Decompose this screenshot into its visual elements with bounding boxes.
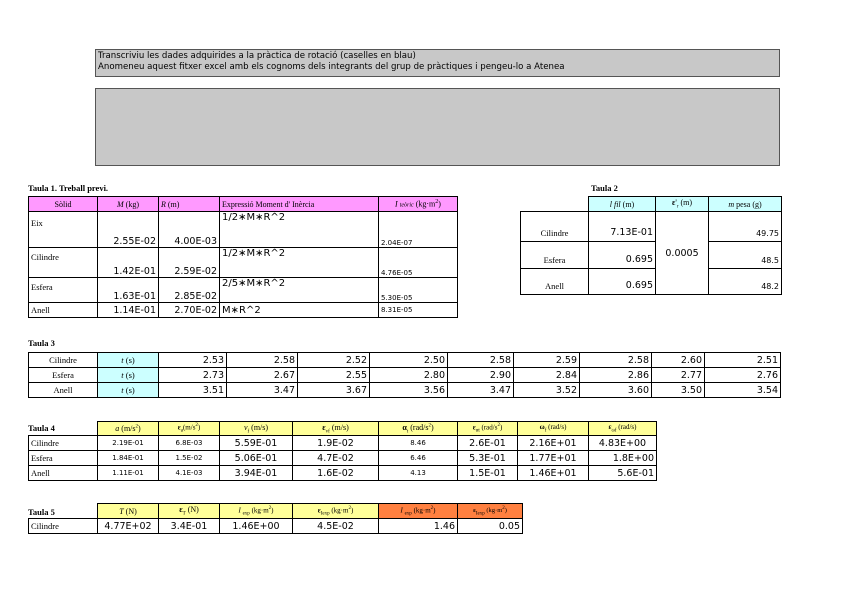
taula3 — [28, 352, 781, 398]
taula5-cell: 4.77E+02 — [98, 519, 159, 534]
table-row — [29, 466, 657, 481]
taula4-header: $\varepsilon_a(m/s^2)$ — [159, 422, 220, 436]
taula4-header: $\varepsilon_{vf}$ (m/s) — [293, 422, 379, 436]
taula2 — [520, 196, 782, 295]
taula3-solid: Esfera — [29, 368, 98, 383]
taula5-title: Taula 5 — [28, 507, 55, 517]
taula1-r[interactable]: 2.85E-02 — [159, 278, 220, 303]
taula1-solid: Esfera — [29, 278, 98, 303]
taula5-header: I $_{exp}$ $(kg\cdot m^2)$ — [379, 504, 458, 519]
table-row — [29, 436, 657, 451]
taula3-cell[interactable]: 2.86 — [580, 368, 652, 383]
instructions-box — [95, 49, 780, 77]
taula2-solid: Cilindre — [521, 212, 589, 242]
taula4-cell: 1.5E-02 — [159, 451, 220, 466]
taula4 — [28, 421, 657, 481]
taula5-header: $\varepsilon_{Iexp}$ $(kg\cdot m^2)$ — [458, 504, 523, 519]
taula3-cell[interactable]: 2.60 — [652, 353, 705, 368]
table-row — [29, 303, 458, 318]
table-row — [521, 242, 782, 269]
taula3-title: Taula 3 — [28, 338, 55, 348]
taula3-cell[interactable]: 2.76 — [705, 368, 781, 383]
taula3-cell[interactable]: 2.51 — [705, 353, 781, 368]
taula4-cell: 5.06E-01 — [220, 451, 293, 466]
taula3-solid: Cilindre — [29, 353, 98, 368]
taula1-m[interactable]: 2.55E-02 — [98, 212, 159, 248]
table-row — [29, 368, 781, 383]
taula3-cell[interactable]: 3.47 — [227, 383, 298, 398]
taula4-header: $\varepsilon_{\alpha t}$ $(rad/s^2)$ — [458, 422, 518, 436]
taula4-header: a $(m/s^2)$ — [98, 422, 159, 436]
taula1-i: 4.76E-05 — [379, 248, 458, 278]
taula1-title: Taula 1. Treball previ. — [28, 183, 109, 193]
taula4-cell: 5.59E-01 — [220, 436, 293, 451]
taula5-solid: Cilindre — [29, 519, 98, 534]
taula3-cell[interactable]: 3.47 — [448, 383, 514, 398]
taula3-cell[interactable]: 3.51 — [159, 383, 227, 398]
taula4-cell: 2.19E-01 — [98, 436, 159, 451]
taula3-cell[interactable]: 2.84 — [514, 368, 580, 383]
taula4-solid: Esfera — [29, 451, 98, 466]
taula3-cell[interactable]: 2.90 — [448, 368, 514, 383]
taula3-cell[interactable]: 2.80 — [370, 368, 448, 383]
taula4-cell: 1.11E-01 — [98, 466, 159, 481]
taula4-cell: 8.46 — [379, 436, 458, 451]
instruction-line-1: Transcriviu les dades adquirides a la pràctica de rotació (caselles en blau) — [98, 51, 416, 61]
taula4-cell: 1.46E+01 — [518, 466, 589, 481]
taula3-cell[interactable]: 2.58 — [580, 353, 652, 368]
taula1-solid: Anell — [29, 303, 98, 318]
taula4-cell: 1.5E-01 — [458, 466, 518, 481]
taula2-header-m: m pesa (g) — [709, 197, 782, 212]
taula3-label: t (s) — [98, 368, 159, 383]
taula1-header-m: M (kg) — [98, 197, 159, 212]
taula1-r[interactable]: 2.59E-02 — [159, 248, 220, 278]
taula3-label: t (s) — [98, 353, 159, 368]
taula4-cell: 1.8E+00 — [589, 451, 657, 466]
taula5-corner — [29, 504, 98, 519]
taula3-cell[interactable]: 3.56 — [370, 383, 448, 398]
taula4-cell: 1.77E+01 — [518, 451, 589, 466]
taula3-solid: Anell — [29, 383, 98, 398]
table-row — [29, 248, 458, 278]
taula5-cell: 0.05 — [458, 519, 523, 534]
taula4-cell: 5.3E-01 — [458, 451, 518, 466]
taula1-expr[interactable]: 2/5∗M∗R^2 — [220, 278, 379, 303]
taula4-cell: 5.6E-01 — [589, 466, 657, 481]
table-row — [29, 451, 657, 466]
taula5-header: I $_{exp}$ $(kg\cdot m^2)$ — [220, 504, 293, 519]
taula2-m[interactable]: 48.2 — [709, 269, 782, 295]
table-row — [29, 353, 781, 368]
taula2-eps[interactable]: 0.0005 — [656, 212, 709, 295]
taula1-r[interactable]: 4.00E-03 — [159, 212, 220, 248]
taula1-header-i: I teòric $(kg\cdot m^2)$ — [379, 197, 458, 212]
taula4-cell: 6.46 — [379, 451, 458, 466]
taula3-cell[interactable]: 2.58 — [227, 353, 298, 368]
taula3-cell[interactable]: 2.67 — [227, 368, 298, 383]
empty-grey-box — [95, 88, 780, 166]
taula4-header: $\varepsilon_{\omega f}$ (rad/s) — [589, 422, 657, 436]
taula2-header-l: l fil (m) — [589, 197, 656, 212]
taula3-cell[interactable]: 2.53 — [159, 353, 227, 368]
taula5-header: $\varepsilon_T$ (N) — [159, 504, 220, 519]
taula5-cell: 1.46E+00 — [220, 519, 293, 534]
taula1-i: 2.04E-07 — [379, 212, 458, 248]
taula4-corner — [29, 422, 98, 436]
table-row — [29, 383, 781, 398]
taula1 — [28, 196, 458, 318]
taula5-cell: 4.5E-02 — [293, 519, 379, 534]
taula4-cell: 2.16E+01 — [518, 436, 589, 451]
taula1-i: 8.31E-05 — [379, 303, 458, 318]
taula4-header: $\omega_f$ (rad/s) — [518, 422, 589, 436]
taula4-cell: 2.6E-01 — [458, 436, 518, 451]
taula3-cell[interactable]: 3.60 — [580, 383, 652, 398]
taula2-m[interactable]: 48.5 — [709, 242, 782, 269]
taula1-m[interactable]: 1.42E-01 — [98, 248, 159, 278]
table-row — [521, 212, 782, 242]
taula2-solid: Esfera — [521, 242, 589, 269]
taula2-l[interactable]: 0.695 — [589, 242, 656, 269]
table-row — [29, 519, 523, 534]
taula2-title: Taula 2 — [591, 183, 618, 193]
taula2-l[interactable]: 0.695 — [589, 269, 656, 295]
taula3-cell[interactable]: 2.77 — [652, 368, 705, 383]
taula2-header-eps: $\varepsilon'_r$ (m) — [656, 197, 709, 212]
taula1-expr[interactable]: 1/2∗M∗R^2 — [220, 248, 379, 278]
table-row — [29, 212, 458, 248]
taula4-header: $\alpha_t$ $(rad/s^2)$ — [379, 422, 458, 436]
taula4-title: Taula 4 — [28, 423, 55, 433]
taula3-cell[interactable]: 2.55 — [298, 368, 370, 383]
taula1-r[interactable]: 2.70E-02 — [159, 303, 220, 318]
taula3-cell[interactable]: 3.54 — [705, 383, 781, 398]
taula3-cell[interactable]: 2.73 — [159, 368, 227, 383]
taula1-solid: Eix — [29, 212, 98, 248]
taula1-solid: Cilindre — [29, 248, 98, 278]
taula4-cell: 6.8E-03 — [159, 436, 220, 451]
taula1-header-solid: Sòlid — [29, 197, 98, 212]
table-row — [29, 278, 458, 303]
taula4-solid: Anell — [29, 466, 98, 481]
taula1-header-r: R (m) — [159, 197, 220, 212]
taula1-expr[interactable]: 1/2∗M∗R^2 — [220, 212, 379, 248]
taula4-cell: 4.13 — [379, 466, 458, 481]
taula4-cell: 4.83E+00 — [589, 436, 657, 451]
taula2-m[interactable]: 49.75 — [709, 212, 782, 242]
instruction-line-2: Anomeneu aquest fitxer excel amb els cognoms dels integrants del grup de pràctiques i pengeu-lo a Atenea — [98, 62, 565, 72]
taula3-cell[interactable]: 2.59 — [514, 353, 580, 368]
taula3-cell[interactable]: 3.52 — [514, 383, 580, 398]
taula2-l[interactable]: 7.13E-01 — [589, 212, 656, 242]
taula3-cell[interactable]: 3.50 — [652, 383, 705, 398]
taula4-cell: 3.94E-01 — [220, 466, 293, 481]
taula5-header: T (N) — [98, 504, 159, 519]
taula4-header: $v_f$ (m/s) — [220, 422, 293, 436]
taula3-cell[interactable]: 2.58 — [448, 353, 514, 368]
taula4-cell: 1.9E-02 — [293, 436, 379, 451]
taula4-cell: 1.6E-02 — [293, 466, 379, 481]
taula5-header: $\varepsilon_{Iexp}$ $(kg\cdot m^2)$ — [293, 504, 379, 519]
taula2-empty — [521, 197, 589, 212]
taula5-cell: 3.4E-01 — [159, 519, 220, 534]
taula3-label: t (s) — [98, 383, 159, 398]
taula5 — [28, 503, 523, 534]
taula1-m[interactable]: 1.63E-01 — [98, 278, 159, 303]
taula3-cell[interactable]: 2.50 — [370, 353, 448, 368]
taula3-cell[interactable]: 3.67 — [298, 383, 370, 398]
taula1-m[interactable]: 1.14E-01 — [98, 303, 159, 318]
taula1-expr[interactable]: M∗R^2 — [220, 303, 379, 318]
taula4-cell: 1.84E-01 — [98, 451, 159, 466]
taula5-cell: 1.46 — [379, 519, 458, 534]
taula1-header-expr: Expressió Moment d' Inèrcia — [220, 197, 379, 212]
taula4-cell: 4.7E-02 — [293, 451, 379, 466]
taula3-cell[interactable]: 2.52 — [298, 353, 370, 368]
table-row — [521, 269, 782, 295]
taula4-solid: Cilindre — [29, 436, 98, 451]
taula2-solid: Anell — [521, 269, 589, 295]
taula4-cell: 4.1E-03 — [159, 466, 220, 481]
taula1-i: 5.30E-05 — [379, 278, 458, 303]
